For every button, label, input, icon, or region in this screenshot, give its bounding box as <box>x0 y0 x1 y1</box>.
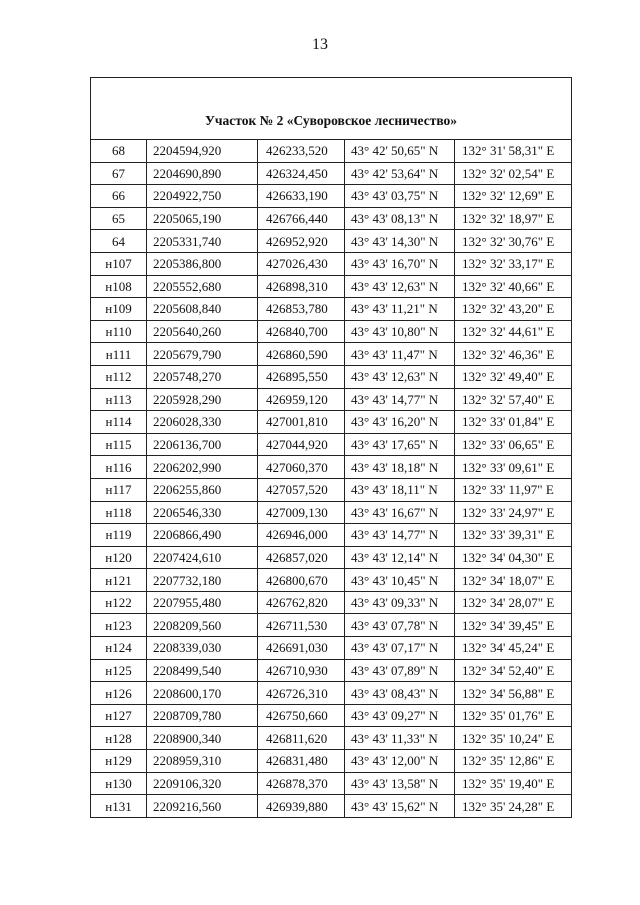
table-row <box>91 140 572 163</box>
latitude-cell: 43° 43' 07,17" N <box>345 637 455 660</box>
y-coordinate-cell: 426853,780 <box>258 298 345 321</box>
y-coordinate-cell: 426811,620 <box>258 727 345 750</box>
longitude-cell: 132° 32' 43,20" E <box>455 298 572 321</box>
point-number-cell: н107 <box>91 252 147 275</box>
longitude-cell: 132° 34' 45,24" E <box>455 637 572 660</box>
x-coordinate-cell: 2204922,750 <box>147 185 258 208</box>
x-coordinate-cell: 2208959,310 <box>147 750 258 773</box>
y-coordinate-cell: 426726,310 <box>258 682 345 705</box>
latitude-cell: 43° 43' 17,65" N <box>345 433 455 456</box>
latitude-cell: 43° 43' 12,14" N <box>345 546 455 569</box>
point-number-cell: н131 <box>91 795 147 818</box>
x-coordinate-cell: 2206136,700 <box>147 433 258 456</box>
longitude-cell: 132° 32' 46,36" E <box>455 343 572 366</box>
y-coordinate-cell: 426750,660 <box>258 704 345 727</box>
y-coordinate-cell: 427026,430 <box>258 252 345 275</box>
section-title: Участок № 2 «Суворовское лесничество» <box>91 78 572 140</box>
longitude-cell: 132° 35' 10,24" E <box>455 727 572 750</box>
y-coordinate-cell: 426831,480 <box>258 750 345 773</box>
longitude-cell: 132° 32' 40,66" E <box>455 275 572 298</box>
latitude-cell: 43° 43' 12,63" N <box>345 365 455 388</box>
y-coordinate-cell: 427009,130 <box>258 501 345 524</box>
x-coordinate-cell: 2206028,330 <box>147 411 258 434</box>
y-coordinate-cell: 426633,190 <box>258 185 345 208</box>
point-number-cell: н108 <box>91 275 147 298</box>
x-coordinate-cell: 2208339,030 <box>147 637 258 660</box>
latitude-cell: 43° 43' 18,11" N <box>345 478 455 501</box>
x-coordinate-cell: 2205331,740 <box>147 230 258 253</box>
x-coordinate-cell: 2208499,540 <box>147 659 258 682</box>
table-row <box>91 795 572 818</box>
x-coordinate-cell: 2207424,610 <box>147 546 258 569</box>
latitude-cell: 43° 42' 53,64" N <box>345 162 455 185</box>
latitude-cell: 43° 43' 03,75" N <box>345 185 455 208</box>
x-coordinate-cell: 2204594,920 <box>147 140 258 163</box>
longitude-cell: 132° 33' 39,31" E <box>455 524 572 547</box>
longitude-cell: 132° 34' 56,88" E <box>455 682 572 705</box>
point-number-cell: 68 <box>91 140 147 163</box>
y-coordinate-cell: 426766,440 <box>258 207 345 230</box>
point-number-cell: н125 <box>91 659 147 682</box>
table-row <box>91 637 572 660</box>
table-row <box>91 162 572 185</box>
table-row <box>91 365 572 388</box>
y-coordinate-cell: 426233,520 <box>258 140 345 163</box>
point-number-cell: 64 <box>91 230 147 253</box>
table-row <box>91 207 572 230</box>
x-coordinate-cell: 2205552,680 <box>147 275 258 298</box>
y-coordinate-cell: 426959,120 <box>258 388 345 411</box>
point-number-cell: н118 <box>91 501 147 524</box>
table-row <box>91 411 572 434</box>
point-number-cell: н121 <box>91 569 147 592</box>
x-coordinate-cell: 2205679,790 <box>147 343 258 366</box>
table-row <box>91 569 572 592</box>
table-row <box>91 501 572 524</box>
longitude-cell: 132° 33' 11,97" E <box>455 478 572 501</box>
longitude-cell: 132° 35' 01,76" E <box>455 704 572 727</box>
point-number-cell: 66 <box>91 185 147 208</box>
table-row <box>91 320 572 343</box>
y-coordinate-cell: 426324,450 <box>258 162 345 185</box>
point-number-cell: н112 <box>91 365 147 388</box>
longitude-cell: 132° 34' 28,07" E <box>455 591 572 614</box>
latitude-cell: 43° 43' 11,47" N <box>345 343 455 366</box>
longitude-cell: 132° 32' 49,40" E <box>455 365 572 388</box>
y-coordinate-cell: 426857,020 <box>258 546 345 569</box>
longitude-cell: 132° 33' 09,61" E <box>455 456 572 479</box>
y-coordinate-cell: 426710,930 <box>258 659 345 682</box>
table-row <box>91 478 572 501</box>
y-coordinate-cell: 426691,030 <box>258 637 345 660</box>
longitude-cell: 132° 32' 18,97" E <box>455 207 572 230</box>
y-coordinate-cell: 426711,530 <box>258 614 345 637</box>
latitude-cell: 43° 43' 12,00" N <box>345 750 455 773</box>
latitude-cell: 43° 43' 14,30" N <box>345 230 455 253</box>
table-row <box>91 524 572 547</box>
longitude-cell: 132° 33' 24,97" E <box>455 501 572 524</box>
point-number-cell: н129 <box>91 750 147 773</box>
longitude-cell: 132° 32' 44,61" E <box>455 320 572 343</box>
longitude-cell: 132° 34' 39,45" E <box>455 614 572 637</box>
x-coordinate-cell: 2209106,320 <box>147 772 258 795</box>
page-number: 13 <box>312 36 328 53</box>
latitude-cell: 43° 42' 50,65" N <box>345 140 455 163</box>
longitude-cell: 132° 32' 57,40" E <box>455 388 572 411</box>
x-coordinate-cell: 2208600,170 <box>147 682 258 705</box>
latitude-cell: 43° 43' 10,80" N <box>345 320 455 343</box>
point-number-cell: н119 <box>91 524 147 547</box>
y-coordinate-cell: 426952,920 <box>258 230 345 253</box>
y-coordinate-cell: 427060,370 <box>258 456 345 479</box>
table-row <box>91 343 572 366</box>
table-row <box>91 546 572 569</box>
x-coordinate-cell: 2206255,860 <box>147 478 258 501</box>
latitude-cell: 43° 43' 12,63" N <box>345 275 455 298</box>
table-row <box>91 772 572 795</box>
point-number-cell: н122 <box>91 591 147 614</box>
x-coordinate-cell: 2207955,480 <box>147 591 258 614</box>
coordinates-table <box>90 77 572 818</box>
table-row <box>91 230 572 253</box>
point-number-cell: н117 <box>91 478 147 501</box>
table-row <box>91 591 572 614</box>
y-coordinate-cell: 427057,520 <box>258 478 345 501</box>
point-number-cell: н124 <box>91 637 147 660</box>
point-number-cell: н113 <box>91 388 147 411</box>
longitude-cell: 132° 35' 19,40" E <box>455 772 572 795</box>
x-coordinate-cell: 2207732,180 <box>147 569 258 592</box>
point-number-cell: н126 <box>91 682 147 705</box>
x-coordinate-cell: 2205608,840 <box>147 298 258 321</box>
point-number-cell: н130 <box>91 772 147 795</box>
y-coordinate-cell: 426939,880 <box>258 795 345 818</box>
y-coordinate-cell: 426860,590 <box>258 343 345 366</box>
latitude-cell: 43° 43' 11,33" N <box>345 727 455 750</box>
table-row <box>91 659 572 682</box>
x-coordinate-cell: 2205065,190 <box>147 207 258 230</box>
point-number-cell: н109 <box>91 298 147 321</box>
x-coordinate-cell: 2205748,270 <box>147 365 258 388</box>
x-coordinate-cell: 2208209,560 <box>147 614 258 637</box>
latitude-cell: 43° 43' 13,58" N <box>345 772 455 795</box>
x-coordinate-cell: 2208900,340 <box>147 727 258 750</box>
table-row <box>91 682 572 705</box>
longitude-cell: 132° 34' 04,30" E <box>455 546 572 569</box>
longitude-cell: 132° 34' 18,07" E <box>455 569 572 592</box>
y-coordinate-cell: 427001,810 <box>258 411 345 434</box>
latitude-cell: 43° 43' 07,89" N <box>345 659 455 682</box>
longitude-cell: 132° 31' 58,31" E <box>455 140 572 163</box>
latitude-cell: 43° 43' 16,67" N <box>345 501 455 524</box>
longitude-cell: 132° 34' 52,40" E <box>455 659 572 682</box>
latitude-cell: 43° 43' 11,21" N <box>345 298 455 321</box>
point-number-cell: н110 <box>91 320 147 343</box>
latitude-cell: 43° 43' 08,43" N <box>345 682 455 705</box>
section-title-row <box>91 78 572 140</box>
y-coordinate-cell: 426878,370 <box>258 772 345 795</box>
latitude-cell: 43° 43' 10,45" N <box>345 569 455 592</box>
table-row <box>91 614 572 637</box>
longitude-cell: 132° 32' 02,54" E <box>455 162 572 185</box>
table-row <box>91 298 572 321</box>
latitude-cell: 43° 43' 08,13" N <box>345 207 455 230</box>
point-number-cell: н120 <box>91 546 147 569</box>
longitude-cell: 132° 32' 30,76" E <box>455 230 572 253</box>
x-coordinate-cell: 2209216,560 <box>147 795 258 818</box>
table-row <box>91 433 572 456</box>
x-coordinate-cell: 2204690,890 <box>147 162 258 185</box>
x-coordinate-cell: 2205386,800 <box>147 252 258 275</box>
latitude-cell: 43° 43' 16,20" N <box>345 411 455 434</box>
table-row <box>91 275 572 298</box>
latitude-cell: 43° 43' 16,70" N <box>345 252 455 275</box>
latitude-cell: 43° 43' 07,78" N <box>345 614 455 637</box>
point-number-cell: н114 <box>91 411 147 434</box>
longitude-cell: 132° 32' 12,69" E <box>455 185 572 208</box>
table-row <box>91 456 572 479</box>
y-coordinate-cell: 426898,310 <box>258 275 345 298</box>
latitude-cell: 43° 43' 14,77" N <box>345 388 455 411</box>
longitude-cell: 132° 33' 06,65" E <box>455 433 572 456</box>
x-coordinate-cell: 2205928,290 <box>147 388 258 411</box>
latitude-cell: 43° 43' 18,18" N <box>345 456 455 479</box>
point-number-cell: н123 <box>91 614 147 637</box>
table-row <box>91 727 572 750</box>
table-row <box>91 388 572 411</box>
table-row <box>91 252 572 275</box>
point-number-cell: н128 <box>91 727 147 750</box>
table-row <box>91 185 572 208</box>
x-coordinate-cell: 2206546,330 <box>147 501 258 524</box>
latitude-cell: 43° 43' 09,27" N <box>345 704 455 727</box>
longitude-cell: 132° 35' 24,28" E <box>455 795 572 818</box>
longitude-cell: 132° 33' 01,84" E <box>455 411 572 434</box>
y-coordinate-cell: 426840,700 <box>258 320 345 343</box>
table-row <box>91 750 572 773</box>
y-coordinate-cell: 426946,000 <box>258 524 345 547</box>
x-coordinate-cell: 2208709,780 <box>147 704 258 727</box>
y-coordinate-cell: 426762,820 <box>258 591 345 614</box>
table-row <box>91 704 572 727</box>
point-number-cell: н111 <box>91 343 147 366</box>
x-coordinate-cell: 2206202,990 <box>147 456 258 479</box>
longitude-cell: 132° 32' 33,17" E <box>455 252 572 275</box>
x-coordinate-cell: 2205640,260 <box>147 320 258 343</box>
point-number-cell: 67 <box>91 162 147 185</box>
x-coordinate-cell: 2206866,490 <box>147 524 258 547</box>
latitude-cell: 43° 43' 09,33" N <box>345 591 455 614</box>
point-number-cell: н127 <box>91 704 147 727</box>
point-number-cell: н116 <box>91 456 147 479</box>
y-coordinate-cell: 427044,920 <box>258 433 345 456</box>
latitude-cell: 43° 43' 15,62" N <box>345 795 455 818</box>
table-body <box>91 78 572 818</box>
y-coordinate-cell: 426800,670 <box>258 569 345 592</box>
point-number-cell: н115 <box>91 433 147 456</box>
y-coordinate-cell: 426895,550 <box>258 365 345 388</box>
longitude-cell: 132° 35' 12,86" E <box>455 750 572 773</box>
point-number-cell: 65 <box>91 207 147 230</box>
latitude-cell: 43° 43' 14,77" N <box>345 524 455 547</box>
